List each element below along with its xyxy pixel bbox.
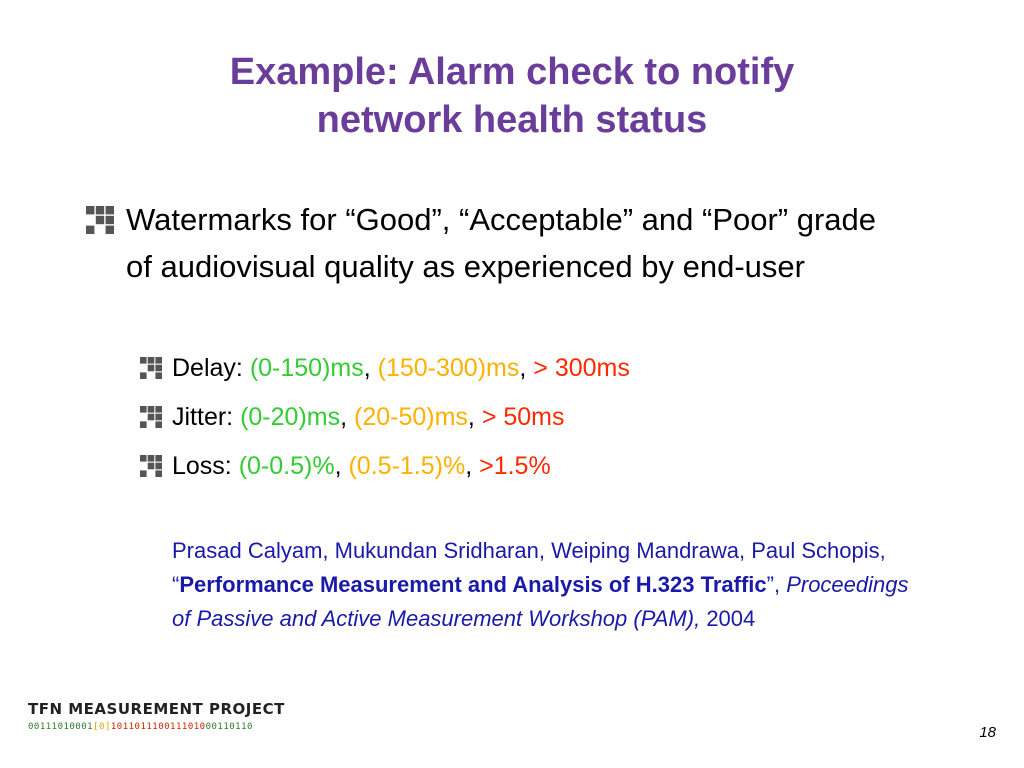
reference-venue: Proceedings of Passive and Active Measurement Workshop (PAM),: [172, 572, 909, 631]
delay-poor: > 300ms: [533, 354, 630, 382]
main-bullet: [86, 196, 886, 290]
delay-acceptable: (150-300)ms: [377, 354, 520, 382]
separator: ,: [467, 403, 482, 431]
logo-text: TFN MEASUREMENT PROJECT: [28, 700, 285, 718]
jitter-good: (0-20)ms: [240, 403, 341, 431]
delay-label: Delay:: [172, 354, 250, 382]
reference-citation: [172, 534, 932, 636]
main-bullet-text: Watermarks for “Good”, “Acceptable” and “Poor” grade of audiovisual quality as experienced by end-user: [126, 202, 877, 284]
loss-good: (0-0.5)%: [238, 452, 335, 480]
reference-year: 2004: [700, 606, 756, 631]
loss-acceptable: (0.5-1.5)%: [348, 452, 466, 480]
separator: ,: [465, 452, 480, 480]
jitter-acceptable: (20-50)ms: [354, 403, 468, 431]
reference-paper-title: Performance Measurement and Analysis of H.323 Traffic: [179, 572, 767, 597]
bullet-marker-icon: [140, 406, 162, 428]
sub-bullet-delay: [140, 350, 630, 386]
page-number: 18: [979, 724, 996, 741]
tfn-logo: [28, 700, 298, 750]
logo-bits-2: 1011011100111010: [110, 722, 206, 732]
reference-after-title: ”,: [766, 572, 787, 597]
slide-title: [0, 48, 1024, 144]
bullet-marker-icon: [140, 455, 162, 477]
jitter-label: Jitter:: [172, 403, 241, 431]
reference-authors: Prasad Calyam, Mukundan Sridharan, Weiping Mandrawa, Paul Schopis, “: [172, 538, 886, 597]
logo-bits-mid: [0]: [93, 722, 111, 732]
separator: ,: [334, 452, 349, 480]
delay-good: (0-150)ms: [249, 354, 364, 382]
logo-bits-1: 00111010001: [28, 722, 94, 732]
sub-bullet-jitter: [140, 399, 565, 435]
loss-label: Loss:: [172, 452, 239, 480]
logo-bits: [28, 722, 298, 732]
sub-bullet-loss: [140, 448, 551, 484]
title-line-1: Example: Alarm check to notify: [229, 51, 795, 93]
jitter-poor: > 50ms: [481, 403, 565, 431]
title-line-2: network health status: [316, 99, 708, 141]
loss-poor: >1.5%: [479, 452, 551, 480]
bullet-marker-icon: [140, 357, 162, 379]
separator: ,: [363, 354, 378, 382]
separator: ,: [340, 403, 354, 431]
separator: ,: [519, 354, 534, 382]
logo-bits-3: 00110110: [205, 722, 253, 732]
bullet-marker-icon: [86, 206, 114, 234]
